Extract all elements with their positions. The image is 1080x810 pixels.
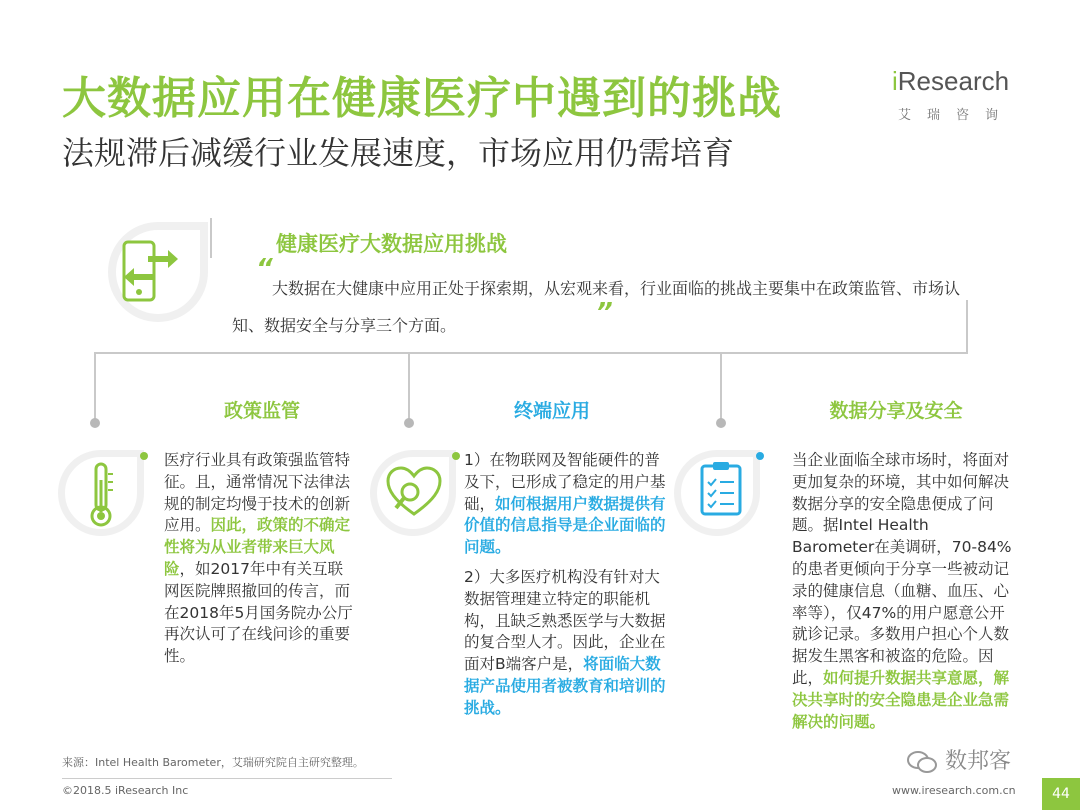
terminal-highlight-1: 如何根据用户数据提供有价值的信息指导是企业面临的问题。: [464, 494, 666, 557]
wechat-icon: [906, 749, 938, 775]
page-number: 44: [1042, 778, 1080, 810]
tree-connector-bottom-h: [94, 352, 968, 354]
tree-branch-middle: [408, 352, 410, 420]
terminal-badge-dot: [452, 452, 460, 460]
policy-highlight: 因此，政策的不确定性将为从业者带来巨大风险: [164, 516, 351, 578]
data-security-badge-dot: [756, 452, 764, 460]
close-quote: ”: [596, 298, 613, 328]
column-heading-terminal: 终端应用: [513, 400, 590, 422]
logo-wordmark: iResearch: [892, 66, 1010, 96]
tree-dot-right: [716, 418, 726, 428]
column-heading-policy: 政策监管: [223, 400, 300, 422]
terminal-highlight-2: 将面临大数据产品使用者被教育和培训的挑战。: [464, 655, 666, 717]
website-link[interactable]: www.iresearch.com.cn: [892, 784, 1016, 797]
phone-transfer-icon: [118, 238, 182, 308]
page-subtitle: 法规滞后减缓行业发展速度，市场应用仍需培育: [62, 134, 735, 172]
tree-dot-middle: [404, 418, 414, 428]
iresearch-logo: [892, 66, 1022, 126]
terminal-paragraph-2: 2）大多医疗机构没有针对大数据管理建立特定的职能机构，且缺乏熟悉医学与大数据的复合型人才。因此，企业在面对B端客户是，将面临大数据产品使用者被教育和培训的挑战。: [464, 567, 666, 717]
thermometer-icon: [86, 460, 116, 530]
open-quote: “: [256, 254, 273, 284]
policy-badge-dot: [140, 452, 148, 460]
tree-dot-left: [90, 418, 100, 428]
watermark: 数邦客: [906, 744, 1011, 775]
data-security-text: 当企业面临全球市场时，将面对更加复杂的环境，其中如何解决数据分享的安全隐患便成了问题。据Intel Health Barometer在美调研，70-84%的患者更倾向于分享一些被动记录的健康信息（血糖、血压、心率等），仅47%的用户愿意公开就诊记录。多数用户担心个人数据发生黑客和被盗的危险。因此，如何提升数据共享意愿，解决共享时的安全隐患是企业急需解决的问题。: [792, 451, 1012, 731]
policy-text: 医疗行业具有政策强监管特征。且，通常情况下法律法规的制定均慢于技术的创新应用。因此，政策的不确定性将为从业者带来巨大风险，如2017年中有关互联网医院牌照撤回的传言，而在2018年5月国务院办公厅再次认可了在线问诊的重要性。: [164, 451, 353, 666]
tree-branch-right: [720, 352, 722, 420]
page-title: 大数据应用在健康医疗中遇到的挑战: [62, 73, 782, 124]
source-note: 来源：Intel Health Barometer，艾瑞研究院自主研究整理。: [62, 756, 364, 769]
overview-body: 大数据在大健康中应用正处于探索期，从宏观来看，行业面临的挑战主要集中在政策监管、市场认知、数据安全与分享三个方面。: [232, 279, 961, 335]
terminal-paragraph-1: 1）在物联网及智能硬件的普及下，已形成了稳定的用户基础，如何根据用户数据提供有价值的信息指导是企业面临的问题。: [464, 451, 666, 557]
heart-magnifier-icon: [384, 464, 444, 520]
copyright: ©2018.5 iResearch Inc: [62, 784, 189, 797]
footer-divider: [62, 778, 392, 779]
clipboard-checklist-icon: [698, 460, 744, 518]
terminal-text: [464, 450, 674, 728]
column-heading-data-security: 数据分享及安全: [829, 400, 963, 422]
data-security-highlight: 如何提升数据共享意愿，解决共享时的安全隐患是企业急需解决的问题。: [792, 668, 1010, 731]
logo-chinese-name: 艾瑞咨询: [898, 108, 1015, 123]
overview-heading: 健康医疗大数据应用挑战: [276, 232, 507, 256]
tree-branch-left: [94, 352, 96, 420]
tree-connector-top: [210, 218, 212, 258]
